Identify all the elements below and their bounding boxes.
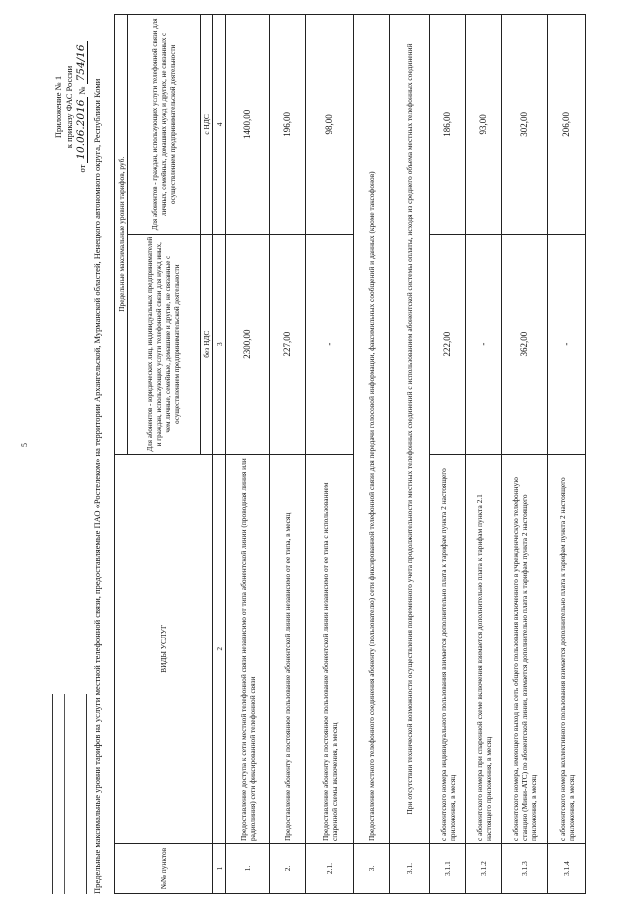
row-service: Предоставление абоненту в постоянное пользование абонентской линии независимо от ее типа, в месяц (270, 454, 306, 843)
col-header-vat-excl: без НДС (201, 234, 213, 454)
row-service: Предоставление местного телефонного соединения абоненту (пользователю) сети фиксированной телефонной связи для передачи голосовой информации, факсимильных сообщений и данных (кроме таксофонов) (354, 15, 390, 844)
row-number: 1. (226, 844, 270, 894)
row-number: 3.1.3 (502, 844, 548, 894)
annex-order-ref: к приказу ФАС России (64, 65, 74, 149)
table-row (306, 15, 354, 894)
col-header-vat-incl: с НДС (201, 15, 213, 235)
table-row-section (354, 15, 390, 894)
row-value-excl-vat: 2300,00 (226, 234, 270, 454)
row-number: 2. (270, 844, 306, 894)
index-cell: 4 (213, 15, 226, 235)
row-value-excl-vat: - (548, 234, 586, 454)
row-number: 3.1.2 (466, 844, 502, 894)
index-cell: 3 (213, 234, 226, 454)
index-cell: 1 (213, 844, 226, 894)
row-service: Предоставление доступа к сети местной телефонной связи независимо от типа абонентской линии (проводная линия или радиолиния) сети фиксированной телефонной связи (226, 454, 270, 843)
row-value-excl-vat: - (306, 234, 354, 454)
row-value-incl-vat: 98,00 (306, 15, 354, 235)
row-value-incl-vat: 1400,00 (226, 15, 270, 235)
row-value-excl-vat: 222,00 (430, 234, 466, 454)
handwritten-number: 754/16 (75, 41, 88, 84)
table-row-section (390, 15, 430, 894)
row-value-excl-vat: 227,00 (270, 234, 306, 454)
page-number: 5 (20, 443, 29, 447)
table-row (466, 15, 502, 894)
table-row (270, 15, 306, 894)
row-number: 3.1.1 (430, 844, 466, 894)
row-service: с абонентского номера, имеющего выход на сеть общего пользования включенного в учрежденческую телефонную станцию (Мини-АТС) по абонентской линии, взимается дополнительно плата к тарифам пункта 2 настоящего приложения, в месяц (502, 454, 548, 843)
row-value-incl-vat: 196,00 (270, 15, 306, 235)
row-value-incl-vat: 93,00 (466, 15, 502, 235)
date-prefix: от (77, 164, 87, 173)
row-number: 2.1. (306, 844, 354, 894)
tariff-table (114, 14, 586, 894)
annex-title: Приложение № 1 (53, 75, 63, 139)
row-number: 3. (354, 844, 390, 894)
index-row (213, 15, 226, 894)
row-value-incl-vat: 302,00 (502, 15, 548, 235)
table-row (430, 15, 466, 894)
row-service: с абонентского номера индивидуального пользования взимается дополнительно плата к тарифам пункта 2 настоящего приложения, в месяц (430, 454, 466, 843)
col-header-group1: Для абонентов - юридических лиц, индивидуальных предпринимателей и граждан, использующих услуги телефонной связи для нужд иных, чем личные, семейные, домашние и другие, не связанные с осуществлением предпринимательской деятельности (128, 234, 201, 454)
rotated-page (52, 6, 627, 894)
col-header-num: №№ пунктов (115, 844, 213, 894)
row-service: При отсутствии технической возможности осуществления повременного учета продолжительности местных телефонных соединений с использованием абонентской системы оплаты, исходя из среднего объема местных телефонных соединений (390, 15, 430, 844)
row-value-incl-vat: 186,00 (430, 15, 466, 235)
signature-lines (52, 694, 87, 894)
row-value-excl-vat: 362,00 (502, 234, 548, 454)
table-row (226, 15, 270, 894)
annex-block (53, 12, 88, 202)
table-row (548, 15, 586, 894)
handwritten-date: 10.06.2016 (75, 97, 88, 163)
col-header-levels: Предельные максимальные уровни тарифов, руб. (115, 15, 128, 455)
document-title: Предельные максимальные уровни тарифов на услуги местной телефонной связи, предоставляемые ПАО «Ростелеком» на территории Архангельской, Мурманской областей, Ненецкого автономного округа, Республики Коми (92, 78, 102, 894)
row-number: 3.1.4 (548, 844, 586, 894)
col-header-services: ВИДЫ УСЛУГ (115, 454, 213, 843)
index-cell: 2 (213, 454, 226, 843)
row-value-incl-vat: 206,00 (548, 15, 586, 235)
row-service: Предоставление абоненту в постоянное пользование абонентской линии независимо от ее типа с использованием спаренной схемы включения, в месяц (306, 454, 354, 843)
row-number: 3.1. (390, 844, 430, 894)
row-value-excl-vat: - (466, 234, 502, 454)
annex-date-line (75, 12, 88, 202)
row-service: с абонентского номера при спаренной схеме включения взимается дополнительно плата к тарифам пункта 2.1 настоящего приложения, в месяц (466, 454, 502, 843)
number-prefix: № (77, 86, 87, 95)
table-row (502, 15, 548, 894)
col-header-group2: Для абонентов - граждан, использующих услуги телефонной связи для личных, семейных, домашних нужд и других, не связанных с осуществлением предпринимательской деятельности (128, 15, 201, 235)
row-service: с абонентского номера коллективного пользования взимается дополнительно плата к тарифам пункта 2 настоящего приложения, в месяц (548, 454, 586, 843)
